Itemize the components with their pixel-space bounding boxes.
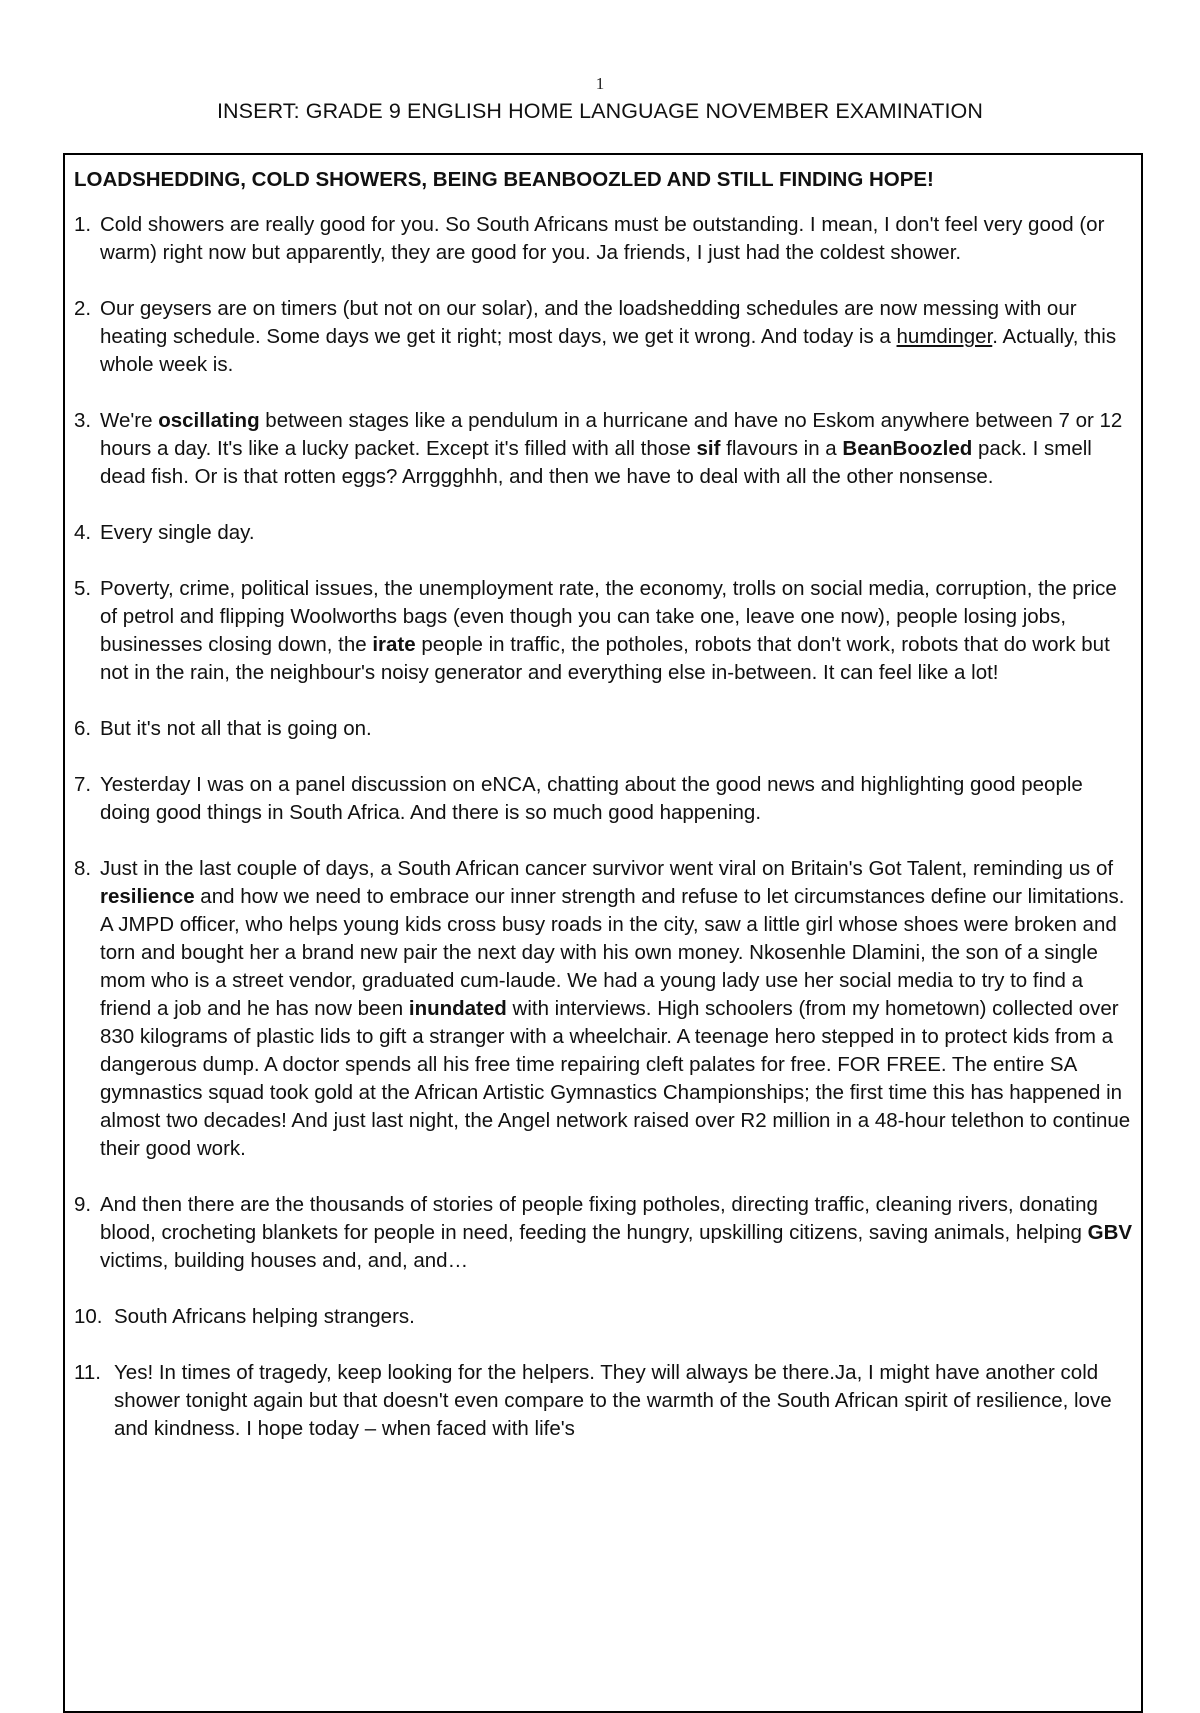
text-segment: and how we need to embrace our inner strength and refuse to let circumstances define our limitations. A JMPD officer, who helps young kids cross busy roads in the city, saw a little girl whose shoes were broken and torn and bought her a brand new pair the next day with his own money. Nkosenhle Dlamini, the son of a single mom who is a street vendor, graduated cum-laude. We had a young lady use her social media to try to find a friend a job and he has now been [100,885,1125,1020]
article-content [74,166,1133,1471]
paragraph-1 [74,211,1133,267]
paragraph-number: 1. [74,213,92,236]
paragraph-number: 7. [74,773,92,796]
paragraph-5 [74,575,1133,687]
underlined-term: humdinger [896,325,993,348]
paragraph-number: 3. [74,409,92,432]
bold-term: sif [696,437,721,460]
bold-term: resilience [100,885,195,908]
text-segment: South Africans helping strangers. [114,1305,415,1328]
paragraph-text [100,519,1133,547]
bold-term: irate [372,633,416,656]
paragraph-7 [74,771,1133,827]
paragraph-8 [74,855,1133,1163]
paragraph-text [114,1303,1133,1331]
paragraph-4 [74,519,1133,547]
paragraph-10 [74,1303,1133,1331]
text-segment: Every single day. [100,521,255,544]
text-segment: And then there are the thousands of stories of people fixing potholes, directing traffic, cleaning rivers, donating blood, crocheting blankets for people in need, feeding the hungry, upskilling citizens, saving animals, helping [100,1193,1098,1244]
article-heading: LOADSHEDDING, COLD SHOWERS, BEING BEANBOOZLED AND STILL FINDING HOPE! [74,168,934,191]
paragraph-number: 4. [74,521,92,544]
text-segment: Our geysers are on timers (but not on our solar), and the loadshedding schedules are now messing with our heating schedule. Some days we get it right; most days, we get it wrong. And today is a [100,297,1077,348]
text-segment: between stages like a pendulum in a hurricane and have no Eskom anywhere between 7 or 12 hours a day. It's like a lucky packet. Except it's filled with all those [100,409,1123,460]
paragraph-number: 10. [74,1305,103,1328]
text-segment: pack. I smell dead fish. Or is that rotten eggs? Arrggghhh, and then we have to deal with all the other nonsense. [100,437,1092,488]
paragraph-number: 9. [74,1193,92,1216]
paragraph-number: 6. [74,717,92,740]
paragraph-6 [74,715,1133,743]
document-title: INSERT: GRADE 9 ENGLISH HOME LANGUAGE NOVEMBER EXAMINATION [216,99,983,123]
bold-term: BeanBoozled [842,437,973,460]
paragraph-number: 5. [74,577,92,600]
text-segment: Yes! In times of tragedy, keep looking for the helpers. They will always be there.Ja, I might have another cold shower tonight again but that doesn't even compare to the warmth of the South African spirit of resilience, love and kindness. I hope today – when faced with life's [114,1361,1112,1440]
text-segment: with interviews. High schoolers (from my hometown) collected over 830 kilograms of plastic lids to gift a stranger with a wheelchair. A teenage hero stepped in to protect kids from a dangerous dump. A doctor spends all his free time repairing cleft palates for free. FOR FREE. The entire SA gymnastics squad took gold at the African Artistic Gymnastics Championships; the first time this has happened in almost two decades! And just last night, the Angel network raised over R2 million in a 48-hour telethon to continue their good work. [100,997,1131,1160]
paragraph-3 [74,407,1133,491]
text-segment: victims, building houses and, and, and… [100,1249,469,1272]
text-segment: Just in the last couple of days, a South African cancer survivor went viral on Britain's Got Talent, reminding us of [100,857,1114,880]
text-segment: . Actually, this whole week is. [100,325,1117,376]
paragraph-text [100,855,1133,1163]
paragraph-11 [74,1359,1133,1443]
paragraph-number: 11. [74,1361,101,1384]
text-segment: We're [100,409,159,432]
paragraph-2 [74,295,1133,379]
paragraph-text [100,575,1133,687]
text-segment: Poverty, crime, political issues, the unemployment rate, the economy, trolls on social media, corruption, the price of petrol and flipping Woolworths bags (even though you can take one, leave one now), people losing jobs, businesses closing down, the [100,577,1117,656]
page-number: 1 [595,74,605,93]
text-segment: But it's not all that is going on. [100,717,372,740]
paragraph-text [100,407,1133,491]
text-segment: Yesterday I was on a panel discussion on eNCA, chatting about the good news and highlighting good people doing good things in South Africa. And there is so much good happening. [100,773,1083,824]
paragraph-text [100,211,1133,267]
paragraph-9 [74,1191,1133,1275]
article-box [63,153,1143,1713]
paragraph-text [100,715,1133,743]
paragraph-text [100,771,1133,827]
text-segment: flavours in a [720,437,843,460]
paragraph-number: 8. [74,857,92,880]
paragraph-text [100,1191,1133,1275]
paragraph-text [100,295,1133,379]
bold-term: inundated [408,997,507,1020]
paragraph-number: 2. [74,297,92,320]
paragraph-list [74,211,1133,1443]
text-segment: people in traffic, the potholes, robots that don't work, robots that do work but not in the rain, the neighbour's noisy generator and everything else in-between. It can feel like a lot! [100,633,1110,684]
paragraph-text [114,1359,1133,1443]
bold-term: GBV [1087,1221,1133,1244]
text-segment: Cold showers are really good for you. So South Africans must be outstanding. I mean, I don't feel very good (or warm) right now but apparently, they are good for you. Ja friends, I just had the coldest shower. [100,213,1105,264]
bold-term: oscillating [158,409,260,432]
